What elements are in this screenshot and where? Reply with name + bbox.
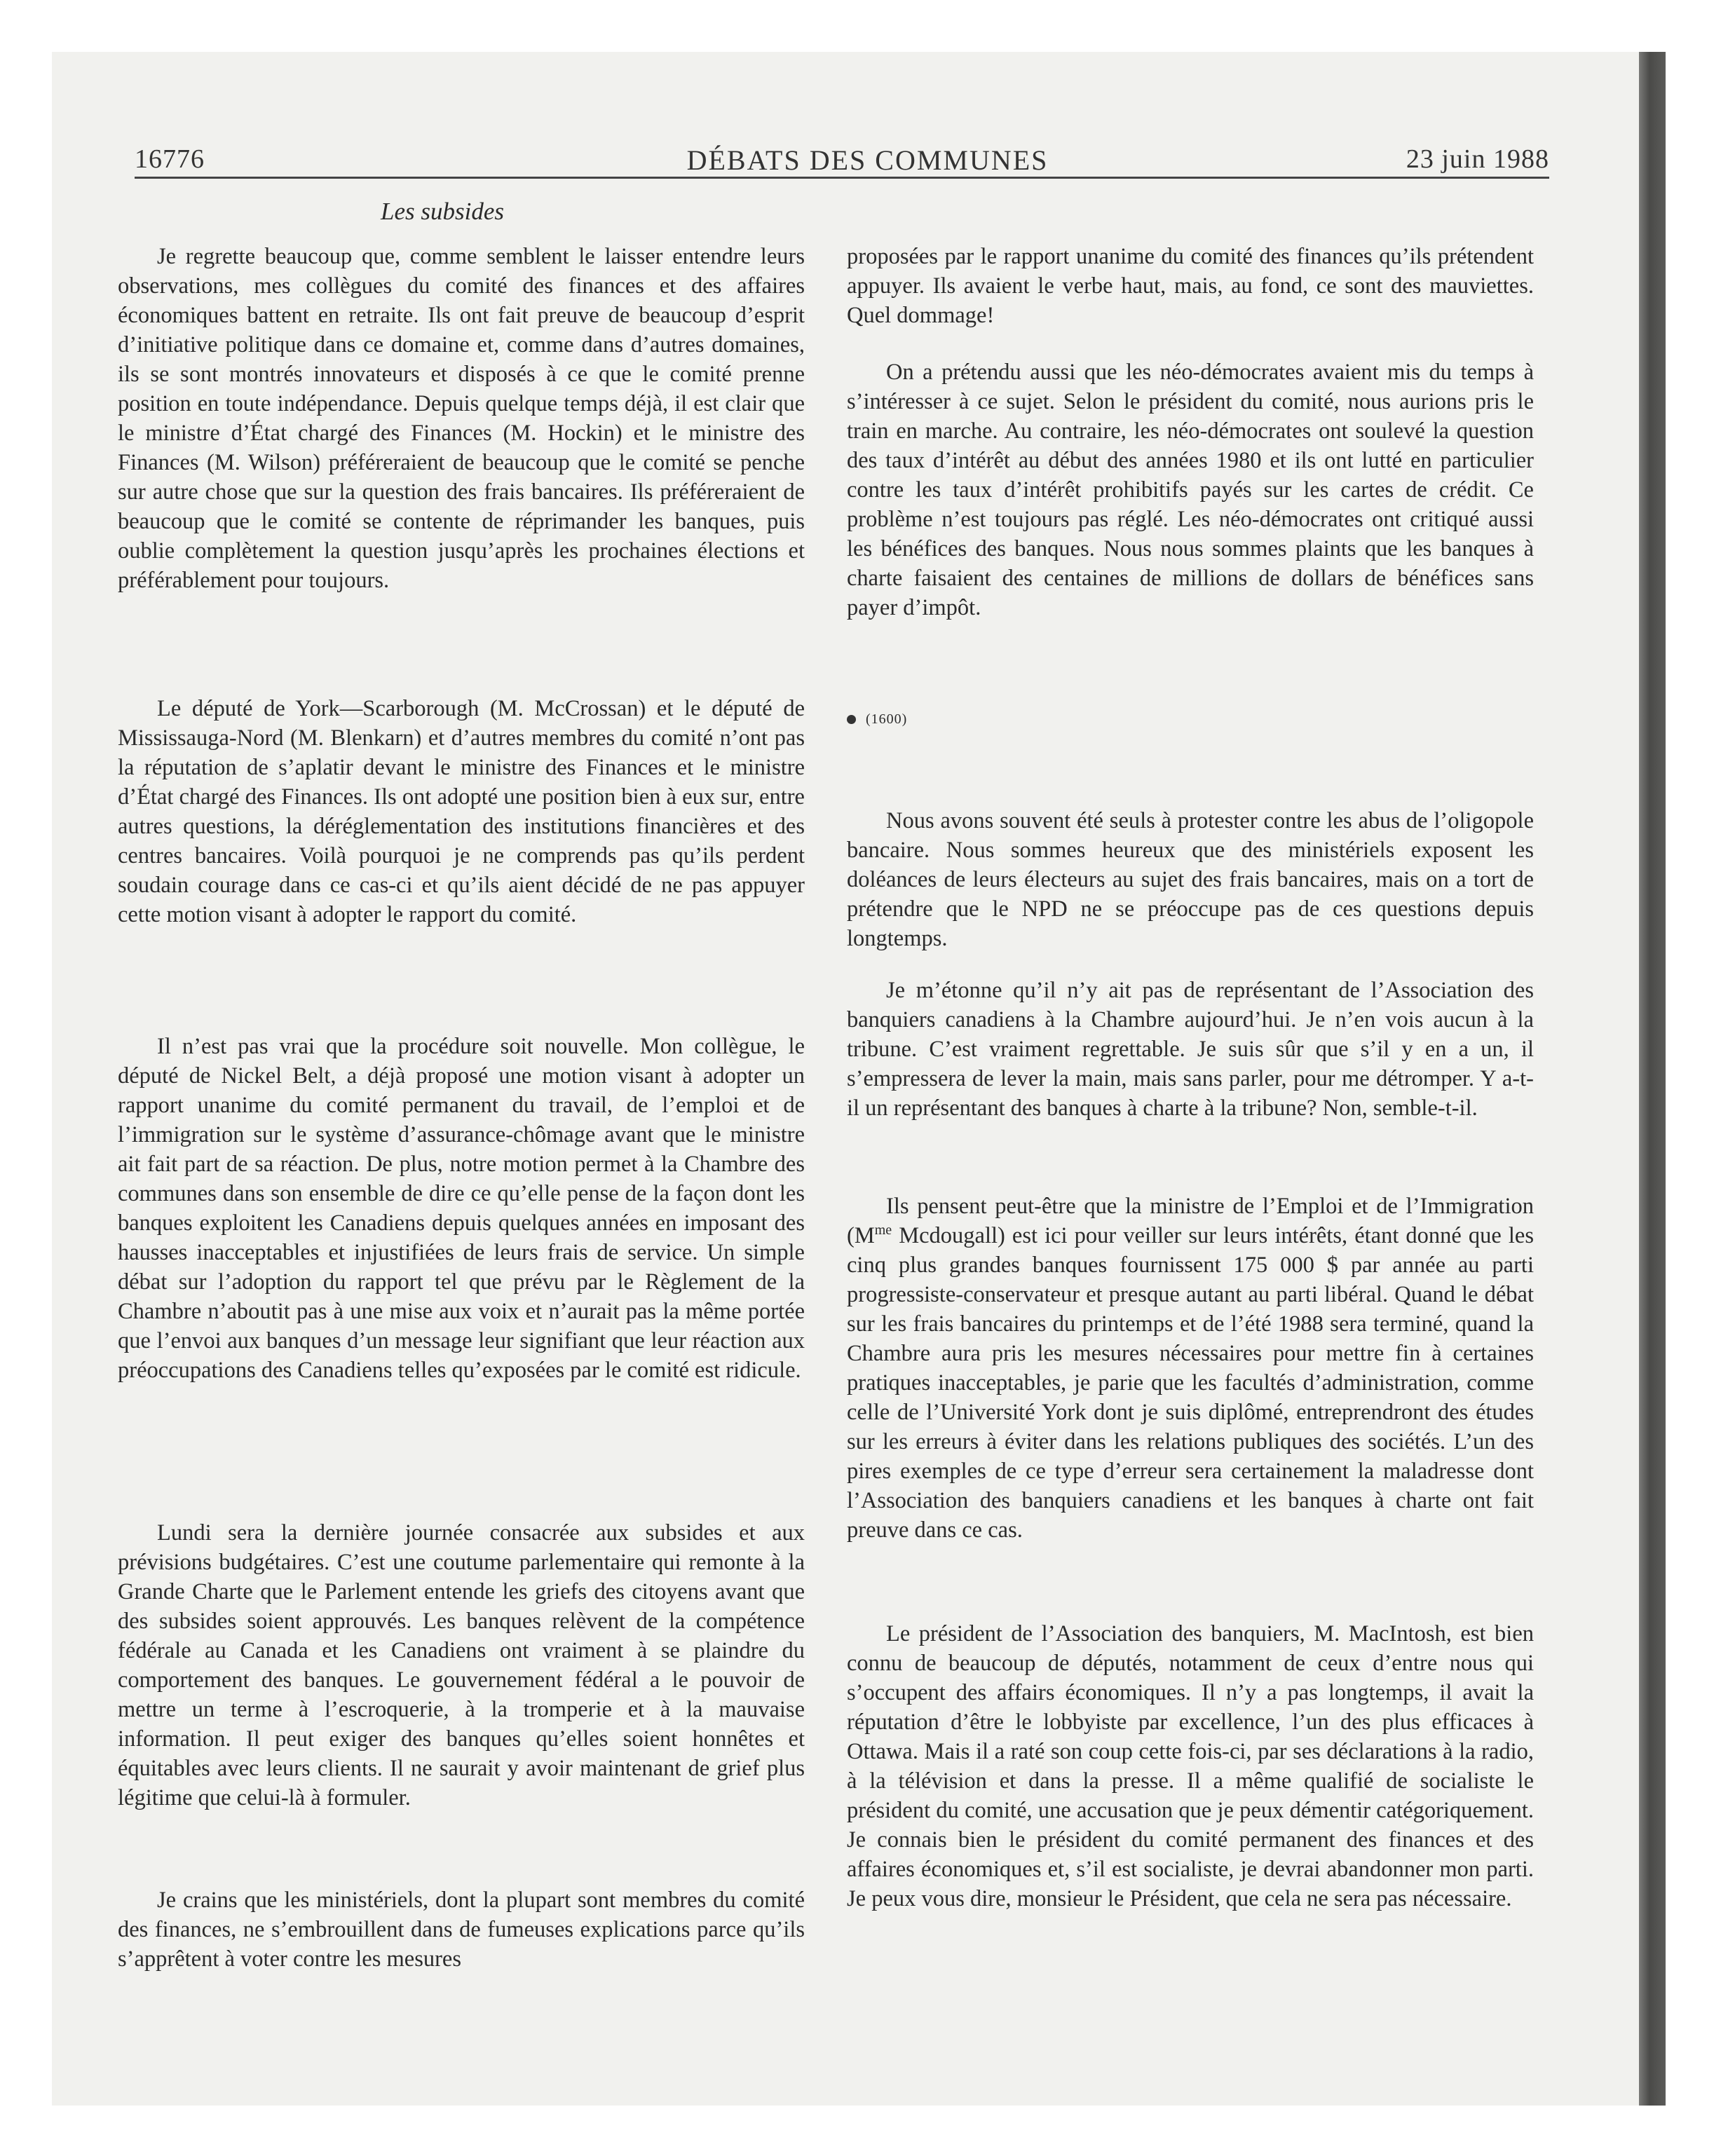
right-paragraph-4: Je m’étonne qu’il n’y ait pas de représentant de l’Association des banquiers canadiens à la Chambre aujourd’hui. Je n’en vois aucun à la tribune. C’est vraiment regrettable. Je suis sûr que s’il y en a un, il s’empressera de lever la main, mais sans parler, pour me détromper. Y a-t-il un représentant des banques à charte à la tribune? Non, semble-t-il.: [847, 978, 1534, 1121]
left-paragraph-5: Je crains que les ministériels, dont la plupart sont membres du comité des finances, ne s’embrouillent dans de fumeuses explications parce qu’ils s’apprêtent à voter contre les mesures: [118, 1888, 805, 1972]
page-number: 16776: [135, 144, 205, 174]
time-marker: [847, 711, 907, 728]
left-paragraph-4: Lundi sera la dernière journée consacrée aux subsides et aux prévisions budgétaires. C’est une coutume parlementaire qui remonte à la Grande Charte que le Parlement entende les griefs des citoyens avant que des subsides soient approuvés. Les banques relèvent de la compétence fédérale au Canada et les Canadiens ont vraiment à se plaindre du comportement des banques. Le gouvernement fédéral a le pouvoir de mettre un terme à l’escroquerie, à la tromperie et à la mauvaise information. Il peut exiger des banques qu’elles soient honnêtes et équitables avec leurs clients. Il ne saurait y avoir maintenant de grief plus légitime que celui-là à formuler.: [118, 1520, 805, 1810]
left-paragraph-3: Il n’est pas vrai que la procédure soit nouvelle. Mon collègue, le député de Nickel Belt, a déjà proposé une motion visant à adopter un rapport unanime du comité permanent du travail, de l’emploi et de l’immigration sur le système d’assurance-chômage avant que le ministre ait fait part de sa réaction. De plus, notre motion permet à la Chambre des communes dans son ensemble de dire ce qu’elle pense de la façon dont les banques exploitent les Canadiens depuis quelques années en imposant des hausses inacceptables et injustifiées de leurs frais de service. Un simple débat sur l’adoption du rapport tel que prévu par le Règlement de la Chambre n’aboutit pas à une mise aux voix et n’aurait pas la même portée que l’envoi aux banques d’un message leur signifiant que leur réaction aux préoccupations des Canadiens telles qu’exposées par le comité est ridicule.: [118, 1034, 805, 1383]
header-rule: [135, 177, 1549, 179]
right-paragraph-5-rest: Mcdougall) est ici pour veiller sur leurs intérêts, étant donné que les cinq plus grandes banques fournissent 175 000 $ par année au parti progressiste-conservateur et presque autant au parti libéral. Quand le débat sur les frais bancaires du printemps et de l’été 1988 sera terminé, quand la Chambre aura pris les mesures nécessaires pour mettre fin à certaines pratiques inacceptables, je parie que les facultés d’administration, comme celle de l’Université York dont je suis diplômé, entreprendront des études sur les erreurs à éviter dans les relations publiques des sociétés. L’un des pires exemples de ce type d’erreur sera certainement la maladresse dont l’Association des banquiers canadiens et les banques à charte ont fait preuve dans ce cas.: [847, 1223, 1534, 1543]
section-title: Les subsides: [381, 198, 504, 225]
right-paragraph-1: proposées par le rapport unanime du comité des finances qu’ils prétendent appuyer. Ils avaient le verbe haut, mais, au fond, ce sont des mauviettes. Quel dommage!: [847, 244, 1534, 328]
publication-title: DÉBATS DES COMMUNES: [686, 144, 1049, 176]
bullet-icon: [847, 715, 856, 724]
page-date: 23 juin 1988: [1406, 144, 1549, 174]
right-paragraph-3: Nous avons souvent été seuls à protester contre les abus de l’oligopole bancaire. Nous sommes heureux que des ministériels exposent les doléances de leurs électeurs au sujet des frais bancaires, mais on a tort de prétendre que le NPD ne se préoccupe pas de ces questions depuis longtemps.: [847, 808, 1534, 951]
time-marker-text: (1600): [866, 711, 908, 727]
right-paragraph-6: Le président de l’Association des banquiers, M. MacIntosh, est bien connu de beaucoup de députés, notamment de ceux d’entre nous qui s’occupent des affairs économiques. Il n’y a pas longtemps, il avait la réputation d’être le lobbyiste par excellence, l’un des plus efficaces à Ottawa. Mais il a raté son coup cette fois-ci, par ses déclarations à la radio, à la télévision et dans la presse. Il a même qualifié de socialiste le président du comité, une accusation que je peux démentir catégoriquement. Je connais bien le président du comité permanent des finances et des affaires économiques et, s’il est socialiste, je devrai abandonner mon parti. Je peux vous dire, monsieur le Président, que cela ne sera pas nécessaire.: [847, 1621, 1534, 1911]
left-paragraph-1: Je regrette beaucoup que, comme semblent le laisser entendre leurs observations, mes collègues du comité des finances et des affaires économiques battent en retraite. Ils ont fait preuve de beaucoup d’esprit d’initiative politique dans ce domaine et, comme dans d’autres domaines, ils se sont montrés innovateurs et disposés à ce que le comité prenne position en toute indépendance. Depuis quelque temps déjà, il est clair que le ministre d’État chargé des Finances (M. Hockin) et le ministre des Finances (M. Wilson) préféreraient de beaucoup que le comité se penche sur autre chose que sur la question des frais bancaires. Ils préféreraient de beaucoup que le comité se contente de réprimander les banques, puis oublie complètement la question jusqu’après les prochaines élections et préférablement pour toujours.: [118, 244, 805, 593]
title-abbrev-superscript: me: [874, 1222, 892, 1239]
scan-edge-shadow: [1639, 52, 1666, 2106]
right-paragraph-2: On a prétendu aussi que les néo-démocrates avaient mis du temps à s’intéresser à ce sujet. Selon le président du comité, nous aurions pris le train en marche. Au contraire, les néo-démocrates ont soulevé la question des taux d’intérêt au début des années 1980 et ils ont lutté en particulier contre les taux d’intérêt prohibitifs payés sur les cartes de crédit. Ce problème n’est toujours pas réglé. Les néo-démocrates ont critiqué aussi les bénéfices des banques. Nous nous sommes plaints que les banques à charte faisaient des centaines de millions de dollars de bénéfices sans payer d’impôt.: [847, 360, 1534, 620]
right-paragraph-5-start: Ils pensent peut-être que la ministre de l’Emploi et de l’Immigration (M: [847, 1194, 1534, 1248]
right-paragraph-5: [847, 1192, 1534, 1545]
left-paragraph-2: Le député de York—Scarborough (M. McCrossan) et le député de Mississauga-Nord (M. Blenkarn) et d’autres membres du comité n’ont pas la réputation de s’aplatir devant le ministre des Finances et le ministre d’État chargé des Finances. Ils ont adopté une position bien à eux sur, entre autres questions, la déréglementation des institutions financières et des centres bancaires. Voilà pourquoi je ne comprends pas qu’ils perdent soudain courage dans ce cas-ci et qu’ils aient décidé de ne pas appuyer cette motion visant à adopter le rapport du comité.: [118, 696, 805, 927]
